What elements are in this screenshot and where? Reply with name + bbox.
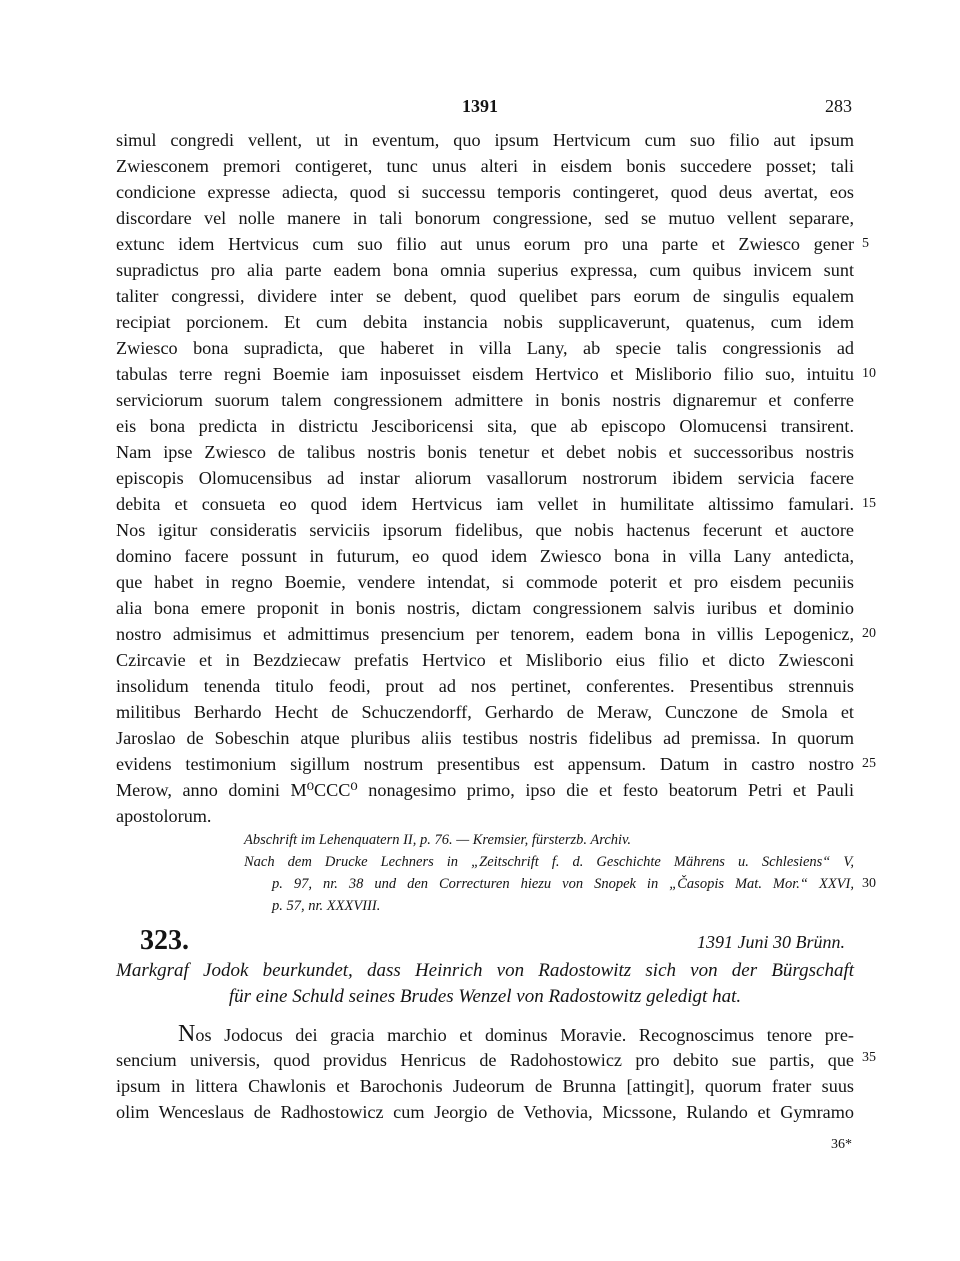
document-date: 1391 Juni 30 Brünn.: [697, 932, 845, 952]
text-line: olim Wenceslaus de Radhostowicz cum Jeorgio de Vethovia, Micssone, Rulando et Gymramo: [116, 1102, 854, 1122]
text-line: condicione expresse adiecta, quod si successu temporis contingeret, quod deus avertat, eos: [116, 182, 854, 202]
line-number: 30: [862, 876, 876, 891]
line-number: 10: [862, 366, 876, 381]
line-number: 25: [862, 756, 876, 771]
text-line: Nos igitur consideratis serviciis ipsorum fidelibus, que nobis hactenus fecerunt et auctore: [116, 520, 854, 540]
text-line: sencium universis, quod providus Henricus de Radohostowicz pro debito sue partis, que: [116, 1050, 854, 1070]
text-line: Merow, anno domini M⁰CCC⁰ nonagesimo primo, ipso die et festo beatorum Petri et Pauli: [116, 780, 854, 800]
text-line: debita et consueta eo quod idem Hertvicus iam vellet in humilitate altissimo famulari.: [116, 494, 854, 514]
page-number: 283: [825, 96, 852, 116]
line-number: 5: [862, 236, 869, 251]
text-line: serviciorum suorum talem congressionem admittere in bonis nostris dignaremur et conferre: [116, 390, 854, 410]
text-line: nostro admisimus et admittimus presencium per tenorem, eadem bona in villis Lepogenicz,: [116, 624, 854, 644]
regest-line: für eine Schuld seines Brudes Wenzel von Radostowitz geledigt hat.: [228, 986, 742, 1007]
text-line: [178, 1022, 854, 1046]
signature-mark: 36*: [831, 1137, 852, 1152]
source-note: Abschrift im Lehenquatern II, p. 76. — Kremsier, fürsterzb. Archiv.: [244, 832, 632, 848]
text-line: recipiat porcionem. Et cum debita instancia nobis supplicaverunt, quatenus, cum idem: [116, 312, 854, 332]
text-line: ipsum in littera Chawlonis et Barochonis Judeorum de Brunna [attingit], quorum frater suus: [116, 1076, 854, 1096]
text-line: eis bona predicta in districtu Jesciboricensi sita, que ab episcopo Olomucensi transirent.: [116, 416, 854, 436]
text-line: militibus Berhardo Hecht de Schuczendorff, Gerhardo de Meraw, Cunczone de Smola et: [116, 702, 854, 722]
text-line: episcopis Olomucensibus ad instar aliorum vasallorum nostrorum ibidem servicia facere: [116, 468, 854, 488]
text-line: Nam ipse Zwiesco de talibus nostris bonis tenetur et debet nobis et successoribus nostris: [116, 442, 854, 462]
text-line: domino facere possunt in futurum, eo quod idem Zwiesco bona in villa Lany antedicta,: [116, 546, 854, 566]
line-number: 15: [862, 496, 876, 511]
text-line: supradictus pro alia parte eadem bona omnia superius expressa, cum quibus invicem sunt: [116, 260, 854, 280]
source-note: p. 97, nr. 38 und den Correcturen hiezu von Snopek in „Časopis Mat. Mor.“ XXVI,: [272, 876, 854, 892]
text-line: Jaroslao de Sobeschin atque pluribus aliis testibus nostris fidelibus ad premissa. In quorum: [116, 728, 854, 748]
text-line: evidens testimonium sigillum nostrum presentibus est appensum. Datum in castro nostro: [116, 754, 854, 774]
text-line-rest: os Jodocus dei gracia marchio et dominus Moravie. Recognoscimus tenore pre-: [195, 1025, 854, 1045]
running-head-year: 1391: [462, 96, 498, 116]
text-line: Czircavie et in Bezdziecaw prefatis Hertvico et Misliborio eius filio et dicto Zwiesconi: [116, 650, 854, 670]
initial-letter: N: [178, 1021, 196, 1047]
text-line: alia bona emere proponit in bonis nostris, dictam congressionem salvis iuribus et dominio: [116, 598, 854, 618]
text-line: apostolorum.: [116, 806, 212, 826]
text-line: taliter congressi, dividere inter se debent, quod quelibet pars eorum de singulis equalem: [116, 286, 854, 306]
line-number: 20: [862, 626, 876, 641]
text-line: tabulas terre regni Boemie iam inposuisset eisdem Hertvico et Misliborio filio suo, intuitu: [116, 364, 854, 384]
regest-line: Markgraf Jodok beurkundet, dass Heinrich von Radostowitz sich von der Bürgschaft: [116, 960, 854, 981]
document-number: 323.: [140, 925, 189, 956]
line-number: 35: [862, 1050, 876, 1065]
text-line: que habet in regno Boemie, vendere intendat, si commode poterit et pro eisdem pecuniis: [116, 572, 854, 592]
text-line: simul congredi vellent, ut in eventum, quo ipsum Hertvicum cum suo filio aut ipsum: [116, 130, 854, 150]
text-line: discordare vel nolle manere in tali bonorum congressione, sed se mutuo vellent separare,: [116, 208, 854, 228]
source-note: Nach dem Drucke Lechners in „Zeitschrift f. d. Geschichte Mährens u. Schlesiens“ V,: [244, 854, 854, 870]
text-line: insolidum tenenda titulo feodi, prout ad nos pertinet, conferentes. Presentibus strennuis: [116, 676, 854, 696]
text-line: extunc idem Hertvicus cum suo filio aut unus eorum pro una parte et Zwiesco gener: [116, 234, 854, 254]
text-line: Zwiesconem premori contigeret, tunc unus alteri in eisdem bonis succedere posset; tali: [116, 156, 854, 176]
text-line: Zwiesco bona supradicta, que haberet in villa Lany, ab specie talis congressionis ad: [116, 338, 854, 358]
source-note: p. 57, nr. XXXVIII.: [272, 898, 381, 914]
